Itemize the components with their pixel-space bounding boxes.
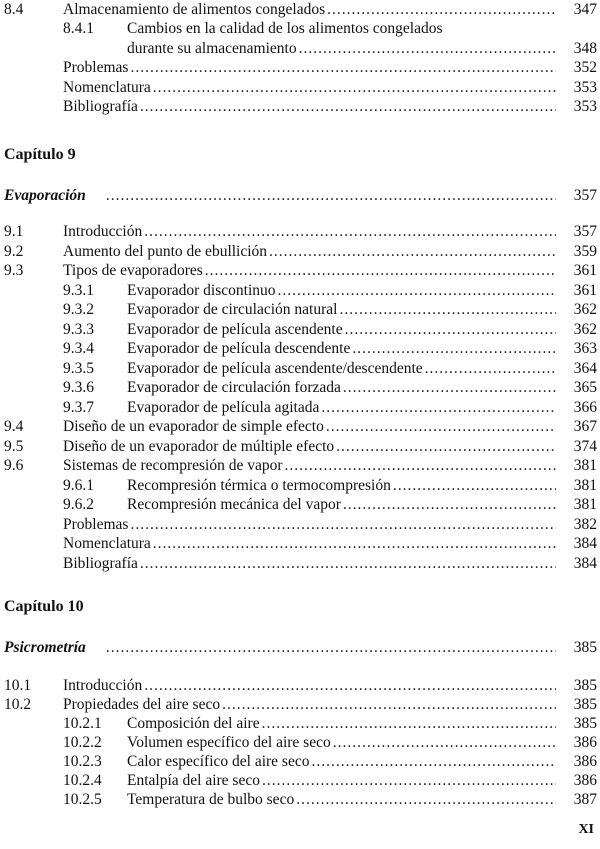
toc-subentry xyxy=(0,790,600,810)
entry-title: Nomenclatura xyxy=(63,535,151,552)
page-number: 348 xyxy=(573,40,597,57)
entry-title-with-leader xyxy=(127,398,556,418)
dot-leader xyxy=(130,58,556,78)
dot-leader xyxy=(269,242,556,262)
page-number: 385 xyxy=(573,696,597,713)
dot-leader xyxy=(140,554,556,574)
entry-title: Evaporador de película agitada xyxy=(127,398,320,416)
chapter-title-line xyxy=(0,638,600,658)
page-number: 361 xyxy=(573,262,597,279)
entry-title: Tipos de evaporadores xyxy=(63,262,203,279)
page-number: 347 xyxy=(573,1,597,18)
dot-leader xyxy=(393,476,556,496)
page-number: 381 xyxy=(573,476,597,494)
toc-subentry xyxy=(0,752,600,772)
dot-leader xyxy=(327,0,556,20)
dot-leader xyxy=(153,78,556,98)
page-number: 384 xyxy=(573,554,597,572)
section-number: 10.2 xyxy=(4,696,32,713)
dot-leader xyxy=(222,695,556,715)
toc-entry xyxy=(0,456,600,476)
entry-title-with-leader xyxy=(63,58,556,78)
toc-subentry xyxy=(0,359,600,379)
toc-entry xyxy=(0,0,600,20)
dot-leader xyxy=(333,733,556,753)
subsection-number: 9.3.3 xyxy=(63,320,94,338)
toc-subentry xyxy=(0,495,600,515)
toc-entry xyxy=(0,242,600,262)
toc-entry xyxy=(0,695,600,715)
page-number: 357 xyxy=(573,223,597,240)
toc-subentry xyxy=(0,19,600,39)
entry-title: Diseño de un evaporador de simple efecto xyxy=(63,418,324,435)
entry-title-with-leader xyxy=(127,790,556,810)
chapter-heading: Capítulo 10 xyxy=(4,598,84,615)
toc-entry xyxy=(0,222,600,242)
page-number: 353 xyxy=(573,98,597,115)
section-number: 8.4 xyxy=(4,1,24,18)
page-number: 357 xyxy=(573,187,597,204)
page-number: 387 xyxy=(573,791,597,808)
page-number: 359 xyxy=(573,242,597,260)
toc-subentry xyxy=(0,714,600,734)
page-folio: XI xyxy=(578,822,594,837)
entry-title: Introducción xyxy=(63,223,143,240)
entry-title: Evaporador de película descendente xyxy=(127,340,351,357)
dot-leader xyxy=(205,261,556,281)
entry-title: Recompresión térmica o termocompresión xyxy=(127,476,391,494)
entry-title-with-leader xyxy=(127,714,556,734)
entry-title: Evaporador discontinuo xyxy=(127,281,276,299)
section-number: 9.5 xyxy=(4,437,24,455)
entry-title-with-leader xyxy=(127,19,556,39)
subsection-number: 10.2.3 xyxy=(63,753,102,770)
entry-title-with-leader xyxy=(127,771,556,791)
entry-title: Nomenclatura xyxy=(63,79,151,96)
dot-leader xyxy=(262,771,556,791)
section-number: 9.4 xyxy=(4,418,24,435)
chapter-title-line xyxy=(0,186,600,206)
dot-leader xyxy=(336,437,556,457)
chapter-title-with-leader xyxy=(4,186,556,206)
page-number: 364 xyxy=(573,359,597,377)
entry-title: Volumen específico del aire seco xyxy=(127,734,331,751)
toc-backmatter-entry xyxy=(0,58,600,78)
subsection-number: 10.2.2 xyxy=(63,734,102,751)
entry-title: Problemas xyxy=(63,59,129,76)
entry-title: Calor específico del aire seco xyxy=(127,753,310,770)
entry-title-with-leader xyxy=(63,534,556,554)
section-number: 9.1 xyxy=(4,223,24,240)
page-number: 385 xyxy=(573,639,597,656)
dot-leader xyxy=(144,222,556,242)
entry-title-with-leader xyxy=(63,417,556,437)
entry-title-with-leader xyxy=(127,320,556,340)
entry-title: Problemas xyxy=(63,515,129,533)
entry-title-with-leader xyxy=(127,378,556,398)
entry-title: Sistemas de recompresión de vapor xyxy=(63,457,283,474)
subsection-number: 10.2.1 xyxy=(63,715,102,732)
subsection-number: 9.3.2 xyxy=(63,301,94,318)
subsection-number: 9.3.7 xyxy=(63,398,94,416)
entry-title: Bibliografía xyxy=(63,98,138,115)
page-number: 363 xyxy=(573,340,597,357)
entry-title-with-leader xyxy=(127,476,556,496)
toc-subentry xyxy=(0,733,600,753)
dot-leader xyxy=(352,339,556,359)
page-number: 382 xyxy=(573,515,597,533)
dot-leader xyxy=(144,676,556,696)
chapter-heading: Capítulo 9 xyxy=(4,146,76,163)
dot-leader xyxy=(339,300,556,320)
toc-backmatter-entry xyxy=(0,534,600,554)
page-number: 381 xyxy=(573,496,597,513)
entry-title-with-leader xyxy=(127,339,556,359)
dot-leader xyxy=(106,186,556,206)
entry-title: Temperatura de bulbo seco xyxy=(127,791,295,808)
entry-title: Entalpía del aire seco xyxy=(127,772,260,789)
subsection-number: 9.6.2 xyxy=(63,496,94,513)
chapter-title-with-leader xyxy=(4,638,556,658)
section-number: 9.6 xyxy=(4,457,24,474)
subsection-number: 9.3.1 xyxy=(63,281,94,299)
page-number: 367 xyxy=(573,418,597,435)
dot-leader xyxy=(106,638,556,658)
section-number: 10.1 xyxy=(4,677,32,694)
dot-leader xyxy=(130,515,556,535)
entry-title-with-leader xyxy=(63,78,556,98)
page-number: 374 xyxy=(573,437,597,455)
page-number: 365 xyxy=(573,379,597,396)
entry-title: Almacenamiento de alimentos congelados xyxy=(63,1,326,18)
subsection-number: 9.3.6 xyxy=(63,379,94,396)
page-number: 384 xyxy=(573,535,597,552)
toc-subentry xyxy=(0,320,600,340)
entry-title: Evaporador de circulación natural xyxy=(127,301,338,318)
toc-subentry xyxy=(0,339,600,359)
dot-leader xyxy=(326,417,556,437)
entry-title: Cambios en la calidad de los alimentos congelados xyxy=(127,20,443,37)
toc-backmatter-entry xyxy=(0,515,600,535)
entry-title-with-leader xyxy=(63,515,556,535)
page-number: 381 xyxy=(573,457,597,474)
page-number: 385 xyxy=(573,715,597,732)
dot-leader xyxy=(140,97,556,117)
toc-subentry xyxy=(0,378,600,398)
entry-title: Evaporador de película ascendente/descendente xyxy=(127,359,423,377)
page-number: 353 xyxy=(573,79,597,96)
subsection-number: 9.6.1 xyxy=(63,476,94,494)
toc-subentry xyxy=(0,771,600,791)
entry-title-with-leader xyxy=(63,0,556,20)
entry-title-with-leader xyxy=(63,456,556,476)
entry-title: Composición del aire xyxy=(127,715,260,732)
section-number: 9.3 xyxy=(4,262,24,279)
dot-leader xyxy=(278,281,556,301)
dot-leader xyxy=(321,398,556,418)
toc-entry xyxy=(0,261,600,281)
toc-backmatter-entry xyxy=(0,78,600,98)
dot-leader xyxy=(343,495,556,515)
entry-title-with-leader xyxy=(127,359,556,379)
entry-title-with-leader xyxy=(127,281,556,301)
subsection-number: 10.2.4 xyxy=(63,772,102,789)
entry-title-with-leader xyxy=(63,97,556,117)
page-number: 366 xyxy=(573,398,597,416)
dot-leader xyxy=(285,456,556,476)
toc-subentry xyxy=(0,476,600,496)
entry-title-with-leader xyxy=(63,242,556,262)
dot-leader xyxy=(299,39,556,59)
entry-title-with-leader xyxy=(63,676,556,696)
page-number: 362 xyxy=(573,301,597,318)
toc-subentry xyxy=(0,281,600,301)
dot-leader xyxy=(262,714,556,734)
page-number: 352 xyxy=(573,59,597,76)
page-number: 386 xyxy=(573,734,597,751)
entry-title: Propiedades del aire seco xyxy=(63,696,221,713)
toc-entry xyxy=(0,417,600,437)
entry-title-cont: durante su almacenamiento xyxy=(127,40,297,57)
entry-title-with-leader xyxy=(127,300,556,320)
entry-title: Diseño de un evaporador de múltiple efecto xyxy=(63,437,335,455)
toc-entry xyxy=(0,437,600,457)
page-number: 361 xyxy=(573,281,597,299)
toc-backmatter-entry xyxy=(0,554,600,574)
entry-title: Bibliografía xyxy=(63,554,138,572)
toc-entry xyxy=(0,676,600,696)
entry-title-with-leader xyxy=(63,554,556,574)
toc-subentry xyxy=(0,300,600,320)
toc-subentry xyxy=(0,398,600,418)
subsection-number: 9.3.5 xyxy=(63,359,94,377)
chapter-title: Evaporación xyxy=(4,187,86,204)
dot-leader xyxy=(345,320,556,340)
subsection-number: 10.2.5 xyxy=(63,791,102,808)
section-number: 9.2 xyxy=(4,242,24,260)
page-number: 386 xyxy=(573,753,597,770)
entry-title: Aumento del punto de ebullición xyxy=(63,242,268,260)
entry-title: Evaporador de circulación forzada xyxy=(127,379,341,396)
subsection-number: 9.3.4 xyxy=(63,340,94,357)
subsection-number: 8.4.1 xyxy=(63,20,94,37)
entry-title-with-leader xyxy=(63,261,556,281)
entry-title: Recompresión mecánica del vapor xyxy=(127,496,341,513)
dot-leader xyxy=(425,359,556,379)
entry-title-with-leader xyxy=(127,752,556,772)
entry-title: Evaporador de película ascendente xyxy=(127,320,343,338)
page-number: 362 xyxy=(573,320,597,338)
entry-title-with-leader xyxy=(63,437,556,457)
entry-title-with-leader xyxy=(127,495,556,515)
entry-title: Introducción xyxy=(63,677,143,694)
dot-leader xyxy=(153,534,556,554)
entry-title-with-leader xyxy=(127,733,556,753)
entry-title-with-leader xyxy=(63,222,556,242)
chapter-title: Psicrometría xyxy=(4,639,86,656)
dot-leader xyxy=(311,752,556,772)
dot-leader xyxy=(296,790,556,810)
toc-backmatter-entry xyxy=(0,97,600,117)
entry-title-with-leader xyxy=(63,695,556,715)
entry-title-continuation xyxy=(127,39,556,59)
dot-leader xyxy=(343,378,556,398)
page-number: 385 xyxy=(573,677,597,694)
toc-entry-continuation xyxy=(0,39,600,59)
page-number: 386 xyxy=(573,772,597,789)
